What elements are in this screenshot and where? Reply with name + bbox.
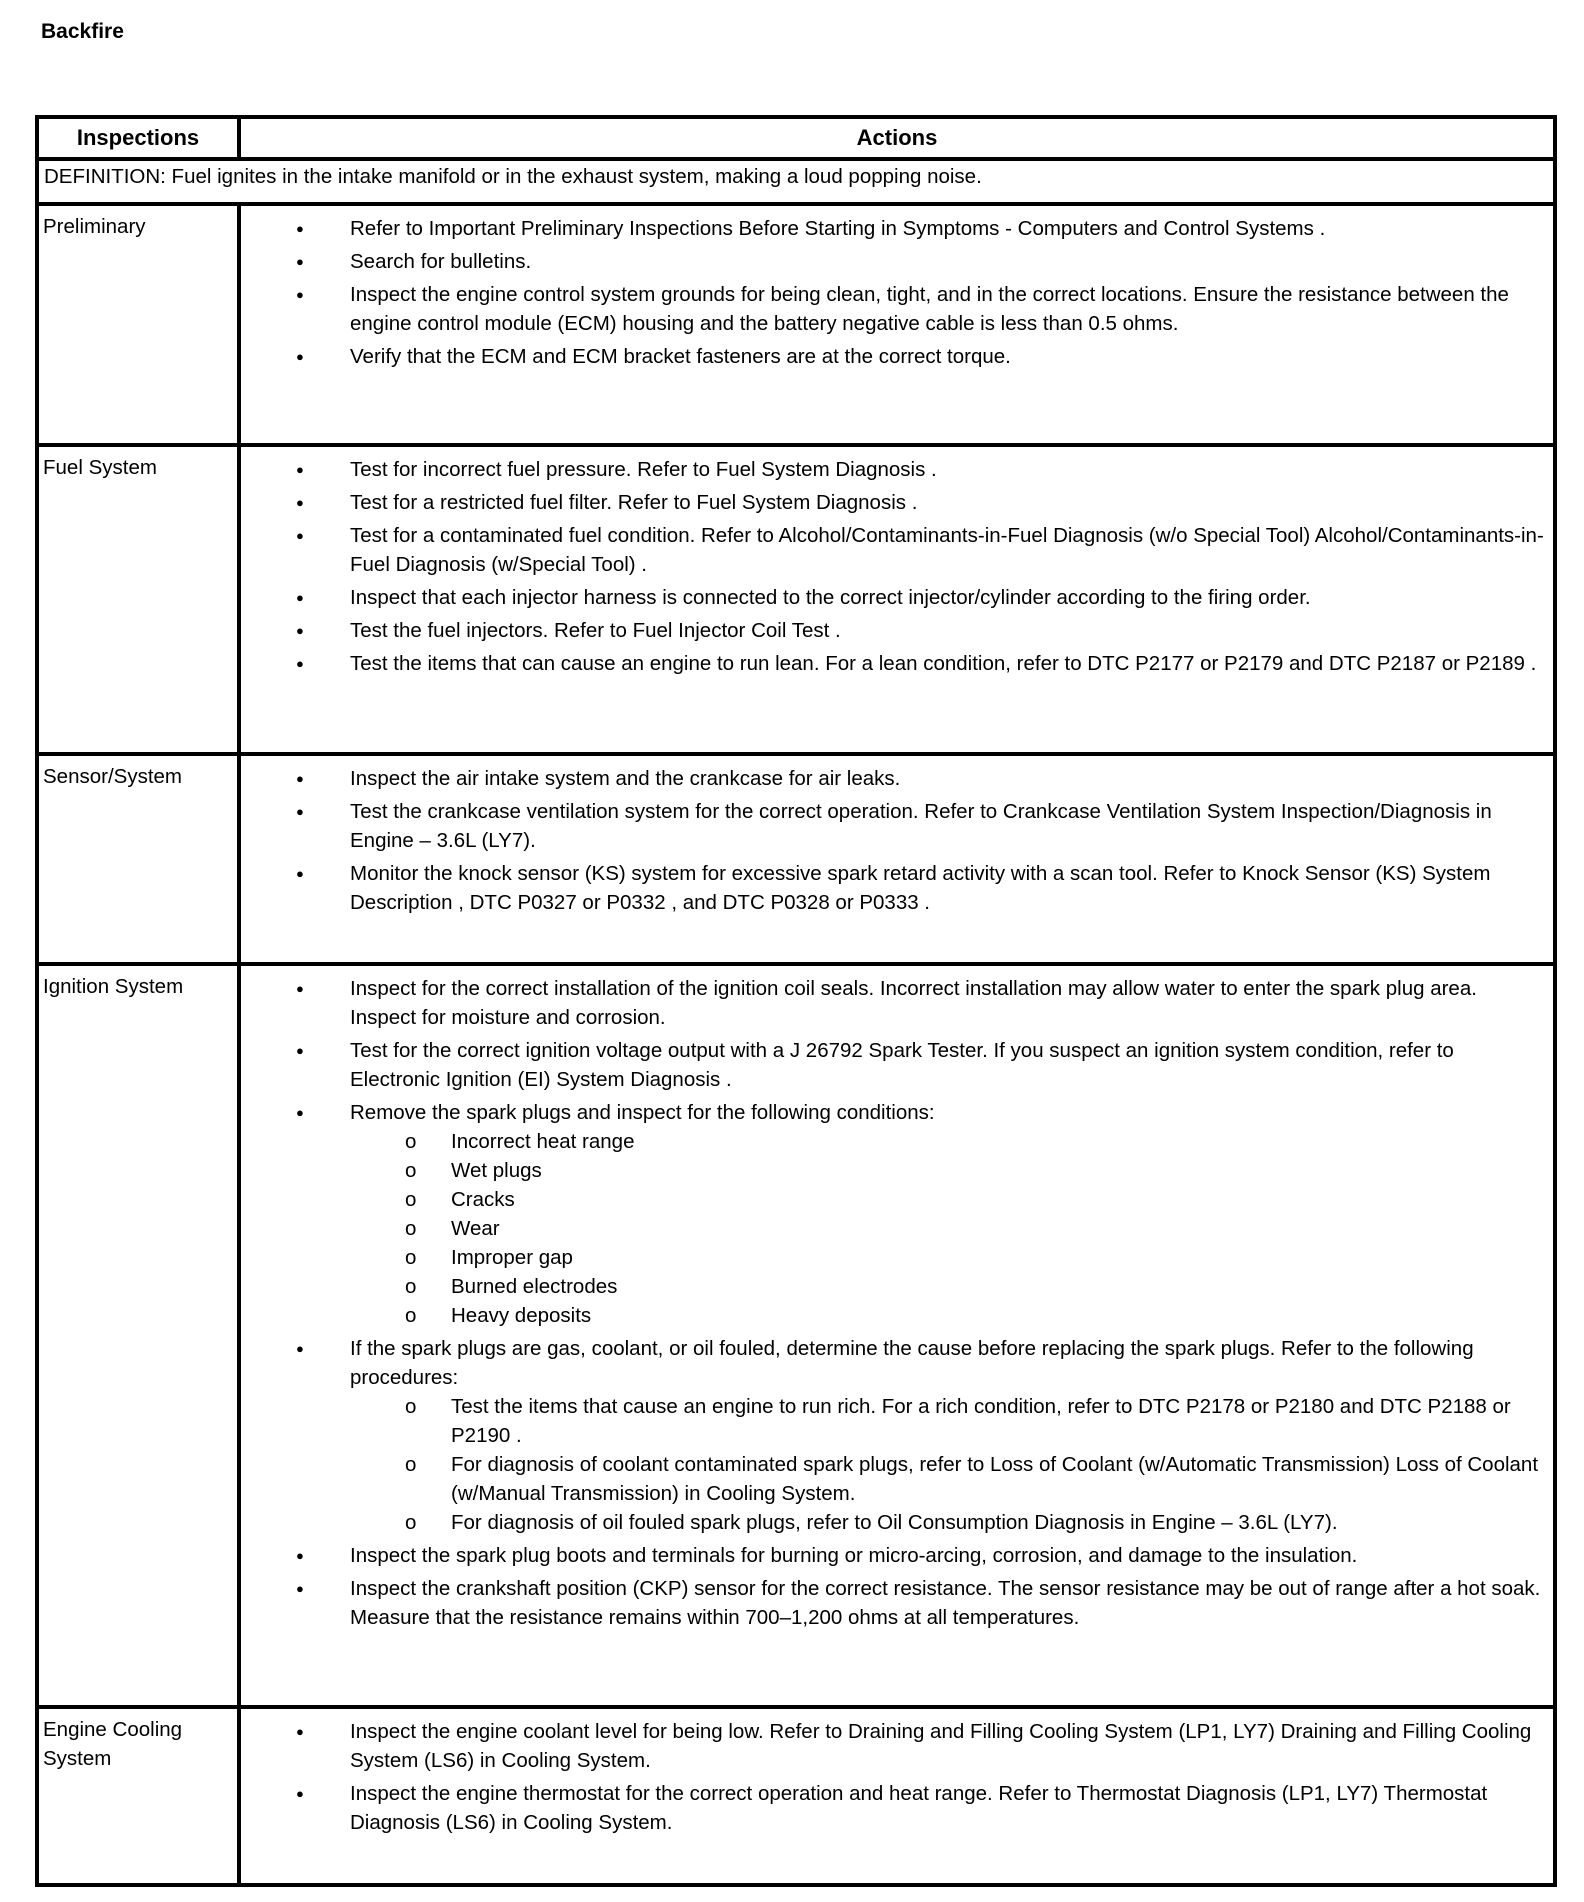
action-text: Test for a contaminated fuel condition. Refer to Alcohol/Contaminants-in-Fuel Diagnosis (w/o Special Tool) Alcohol/Contaminants-in-Fuel Diagnosis (w/Special Tool) . <box>350 524 1544 576</box>
inspection-cell: Engine Cooling System <box>37 1707 239 1885</box>
action-text: Inspect the air intake system and the crankcase for air leaks. <box>350 767 901 790</box>
action-text: Inspect the engine control system grounds for being clean, tight, and in the correct locations. Ensure the resistance between the engine control module (ECM) housing and the battery negative cable is less than 0.5 ohms. <box>350 283 1509 335</box>
action-item <box>241 1036 1545 1094</box>
action-text: Inspect the crankshaft position (CKP) sensor for the correct resistance. The sensor resistance may be out of range after a hot soak. Measure that the resistance remains within 700–1,200 ohms at all temperatures. <box>350 1577 1541 1629</box>
table-row <box>37 204 1555 445</box>
sub-item: o Burned electrodes <box>350 1272 1545 1301</box>
sub-item: o For diagnosis of coolant contaminated spark plugs, refer to Loss of Coolant (w/Automatic Transmission) Loss of Coolant (w/Manual Transmission) in Cooling System. <box>350 1450 1545 1508</box>
action-text: Refer to Important Preliminary Inspections Before Starting in Symptoms - Computers and Control Systems . <box>350 217 1326 240</box>
page-title: Backfire <box>41 20 124 43</box>
action-item <box>241 583 1545 612</box>
definition-row <box>37 159 1555 204</box>
sub-item: o Improper gap <box>350 1243 1545 1272</box>
action-item <box>241 649 1545 678</box>
action-text: Remove the spark plugs and inspect for the following conditions: <box>350 1101 935 1124</box>
inspection-cell: Preliminary <box>37 204 239 445</box>
sub-list <box>350 1392 1545 1537</box>
action-item <box>241 1098 1545 1330</box>
action-item <box>241 797 1545 855</box>
action-text: Inspect the engine coolant level for being low. Refer to Draining and Filling Cooling System (LP1, LY7) Draining and Filling Cooling System (LS6) in Cooling System. <box>350 1720 1532 1772</box>
action-item <box>241 1574 1545 1632</box>
action-text: Test for the correct ignition voltage output with a J 26792 Spark Tester. If you suspect an ignition system condition, refer to Electronic Ignition (EI) System Diagnosis . <box>350 1039 1454 1091</box>
action-item <box>241 1334 1545 1537</box>
action-list <box>241 455 1545 678</box>
sub-item: o For diagnosis of oil fouled spark plugs, refer to Oil Consumption Diagnosis in Engine – 3.6L (LY7). <box>350 1508 1545 1537</box>
sub-item: o Cracks <box>350 1185 1545 1214</box>
inspection-cell: Fuel System <box>37 445 239 754</box>
action-text: Search for bulletins. <box>350 250 532 273</box>
action-text: Verify that the ECM and ECM bracket fasteners are at the correct torque. <box>350 345 1011 368</box>
action-list <box>241 214 1545 371</box>
action-item <box>241 859 1545 917</box>
actions-cell <box>239 204 1555 445</box>
header-inspections: Inspections <box>37 117 239 159</box>
backfire-diagnosis-table <box>35 115 1557 1887</box>
sub-list <box>350 1127 1545 1330</box>
action-item <box>241 1541 1545 1570</box>
inspection-cell: Ignition System <box>37 964 239 1707</box>
action-text: Test for incorrect fuel pressure. Refer to Fuel System Diagnosis . <box>350 458 937 481</box>
action-text: Inspect that each injector harness is connected to the correct injector/cylinder according to the firing order. <box>350 586 1311 609</box>
table-row <box>37 964 1555 1707</box>
action-item <box>241 974 1545 1032</box>
action-text: Test the fuel injectors. Refer to Fuel Injector Coil Test . <box>350 619 841 642</box>
table-header-row <box>37 117 1555 159</box>
action-list <box>241 764 1545 917</box>
sub-item: o Wet plugs <box>350 1156 1545 1185</box>
actions-cell <box>239 964 1555 1707</box>
action-text: Test the items that can cause an engine to run lean. For a lean condition, refer to DTC P2177 or P2179 and DTC P2187 or P2189 . <box>350 652 1537 675</box>
actions-cell <box>239 754 1555 964</box>
table-row <box>37 445 1555 754</box>
action-item <box>241 280 1545 338</box>
action-list <box>241 1717 1545 1837</box>
action-text: Inspect for the correct installation of the ignition coil seals. Incorrect installation may allow water to enter the spark plug area. Inspect for moisture and corrosion. <box>350 977 1477 1029</box>
action-item <box>241 764 1545 793</box>
sub-item: o Wear <box>350 1214 1545 1243</box>
action-item <box>241 616 1545 645</box>
table-row <box>37 1707 1555 1885</box>
action-text: Test the crankcase ventilation system for the correct operation. Refer to Crankcase Ventilation System Inspection/Diagnosis in Engine – 3.6L (LY7). <box>350 800 1492 852</box>
action-item <box>241 488 1545 517</box>
action-item <box>241 247 1545 276</box>
action-text: If the spark plugs are gas, coolant, or oil fouled, determine the cause before replacing the spark plugs. Refer to the following procedures: <box>350 1337 1474 1389</box>
action-item <box>241 455 1545 484</box>
action-text: Monitor the knock sensor (KS) system for excessive spark retard activity with a scan tool. Refer to Knock Sensor (KS) System Description , DTC P0327 or P0332 , and DTC P0328 or P0333 . <box>350 862 1491 914</box>
action-item <box>241 342 1545 371</box>
action-item <box>241 214 1545 243</box>
sub-item: o Incorrect heat range <box>350 1127 1545 1156</box>
sub-item: o Heavy deposits <box>350 1301 1545 1330</box>
actions-cell <box>239 445 1555 754</box>
action-item <box>241 1717 1545 1775</box>
action-text: Inspect the spark plug boots and terminals for burning or micro-arcing, corrosion, and damage to the insulation. <box>350 1544 1358 1567</box>
action-list <box>241 974 1545 1632</box>
header-actions: Actions <box>239 117 1555 159</box>
table-row <box>37 754 1555 964</box>
sub-item: o Test the items that cause an engine to run rich. For a rich condition, refer to DTC P2178 or P2180 and DTC P2188 or P2190 . <box>350 1392 1545 1450</box>
inspection-cell: Sensor/System <box>37 754 239 964</box>
actions-cell <box>239 1707 1555 1885</box>
action-text: Test for a restricted fuel filter. Refer to Fuel System Diagnosis . <box>350 491 918 514</box>
definition-text: DEFINITION: Fuel ignites in the intake manifold or in the exhaust system, making a loud popping noise. <box>37 159 1555 204</box>
action-text: Inspect the engine thermostat for the correct operation and heat range. Refer to Thermostat Diagnosis (LP1, LY7) Thermostat Diagnosis (LS6) in Cooling System. <box>350 1782 1488 1834</box>
action-item <box>241 1779 1545 1837</box>
action-item <box>241 521 1545 579</box>
